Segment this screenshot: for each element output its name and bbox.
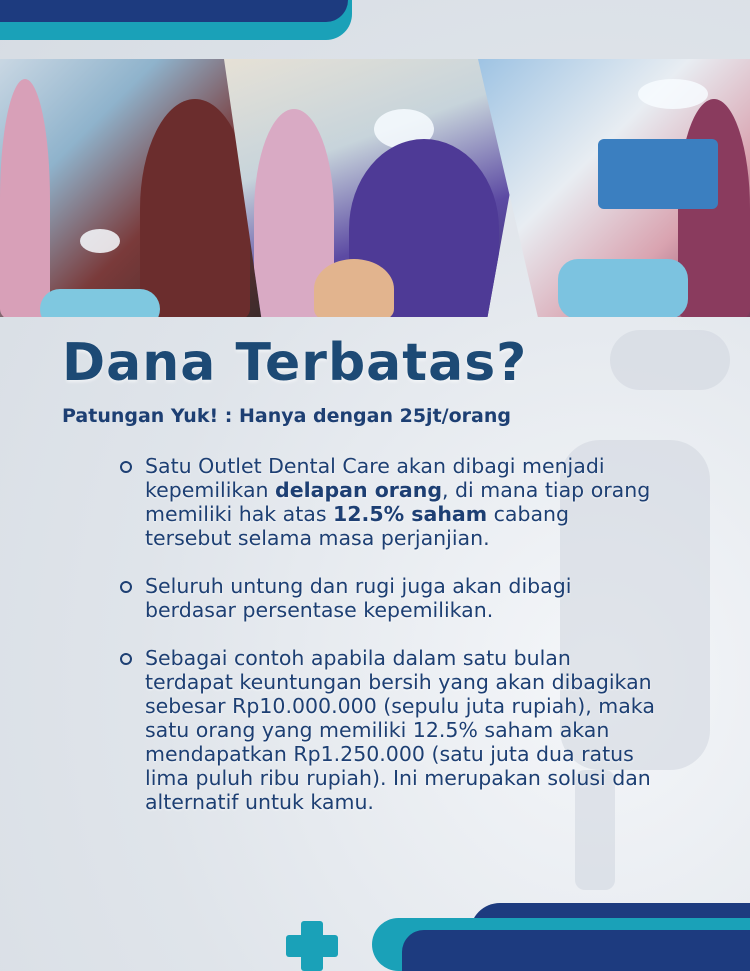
list-item-bold: delapan orang: [275, 478, 443, 502]
bottom-accent-navy-inner: [402, 930, 750, 971]
circle-bullet-icon: [120, 461, 132, 473]
list-item: [120, 646, 660, 814]
circle-bullet-icon: [120, 653, 132, 665]
info-list: [120, 454, 660, 838]
plus-cross-icon-bar: [286, 935, 338, 957]
list-item: [120, 454, 660, 550]
list-item-text: cabang tersebut selama masa perjanjian.: [145, 502, 570, 550]
top-accent-navy: [0, 0, 348, 22]
list-item-bold: 12.5% saham: [333, 502, 488, 526]
circle-bullet-icon: [120, 581, 132, 593]
list-item-text: Satu Outlet Dental Care akan dibagi menjadi kepemilikan: [145, 454, 605, 502]
page-title: Dana Terbatas?: [62, 333, 528, 393]
list-item-text: Seluruh untung dan rugi juga akan dibagi berdasar persentase kepemilikan.: [145, 574, 572, 622]
list-item-text: , di mana tiap orang memiliki hak atas: [145, 478, 651, 526]
list-item: [120, 574, 660, 622]
list-item-text: Sebagai contoh apabila dalam satu bulan terdapat keuntungan bersih yang akan dibagikan sebesar Rp10.000.000 (sepulu juta rupiah), maka satu orang yang memiliki 12.5% saham akan mendapatkan Rp1.250.000 (satu juta dua ratus lima puluh ribu rupiah). Ini merupakan solusi dan alternatif untuk kamu.: [145, 646, 655, 814]
page-subtitle: Patungan Yuk! : Hanya dengan 25jt/orang: [62, 405, 511, 427]
